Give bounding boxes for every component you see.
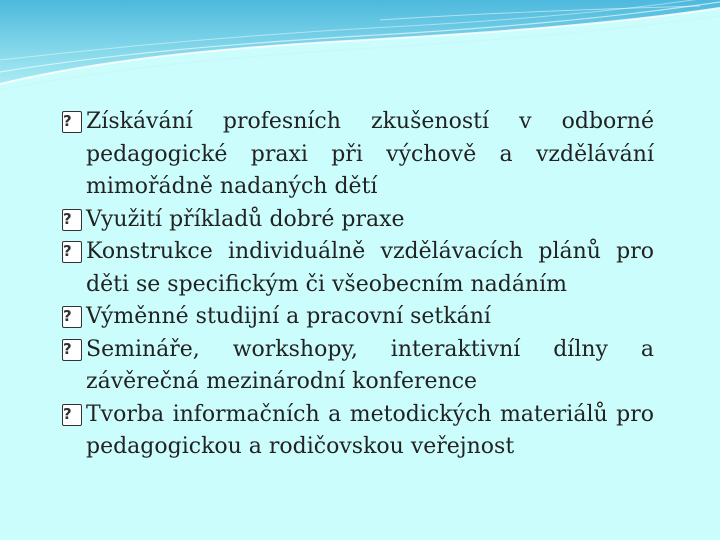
missing-glyph-box-icon: [62, 339, 82, 361]
bullet-item-4: [62, 301, 654, 334]
missing-glyph-box-icon: [62, 404, 82, 426]
bullet-text-5: Semináře, workshopy, interaktivní dílny a závěrečná mezinárodní konference: [86, 336, 654, 394]
bullet-item-1: [62, 106, 654, 204]
missing-glyph-box-icon: [62, 306, 82, 328]
missing-glyph-box-icon: [62, 111, 82, 133]
bullet-item-2: [62, 204, 654, 237]
bullet-text-2: Využití příkladů dobré praxe: [86, 206, 405, 232]
bullet-text-1: Získávání profesních zkušeností v odborné pedagogické praxi při výchově a vzdělávání mimořádně nadaných dětí: [86, 109, 654, 199]
bullet-text-3: Konstrukce individuálně vzdělávacích plánů pro děti se specifickým či všeobecním nadáním: [86, 239, 654, 297]
bullet-item-3: [62, 236, 654, 301]
bullet-item-6: [62, 399, 654, 464]
bullet-text-6: Tvorba informačních a metodických materiálů pro pedagogickou a rodičovskou veřejnost: [86, 401, 654, 459]
bullet-list: [62, 106, 654, 464]
bullet-text-4: Výměnné studijní a pracovní setkání: [86, 304, 491, 329]
bullet-item-5: [62, 334, 654, 399]
missing-glyph-box-icon: [62, 209, 82, 231]
header-wave-decoration: [0, 0, 720, 100]
missing-glyph-box-icon: [62, 241, 82, 263]
